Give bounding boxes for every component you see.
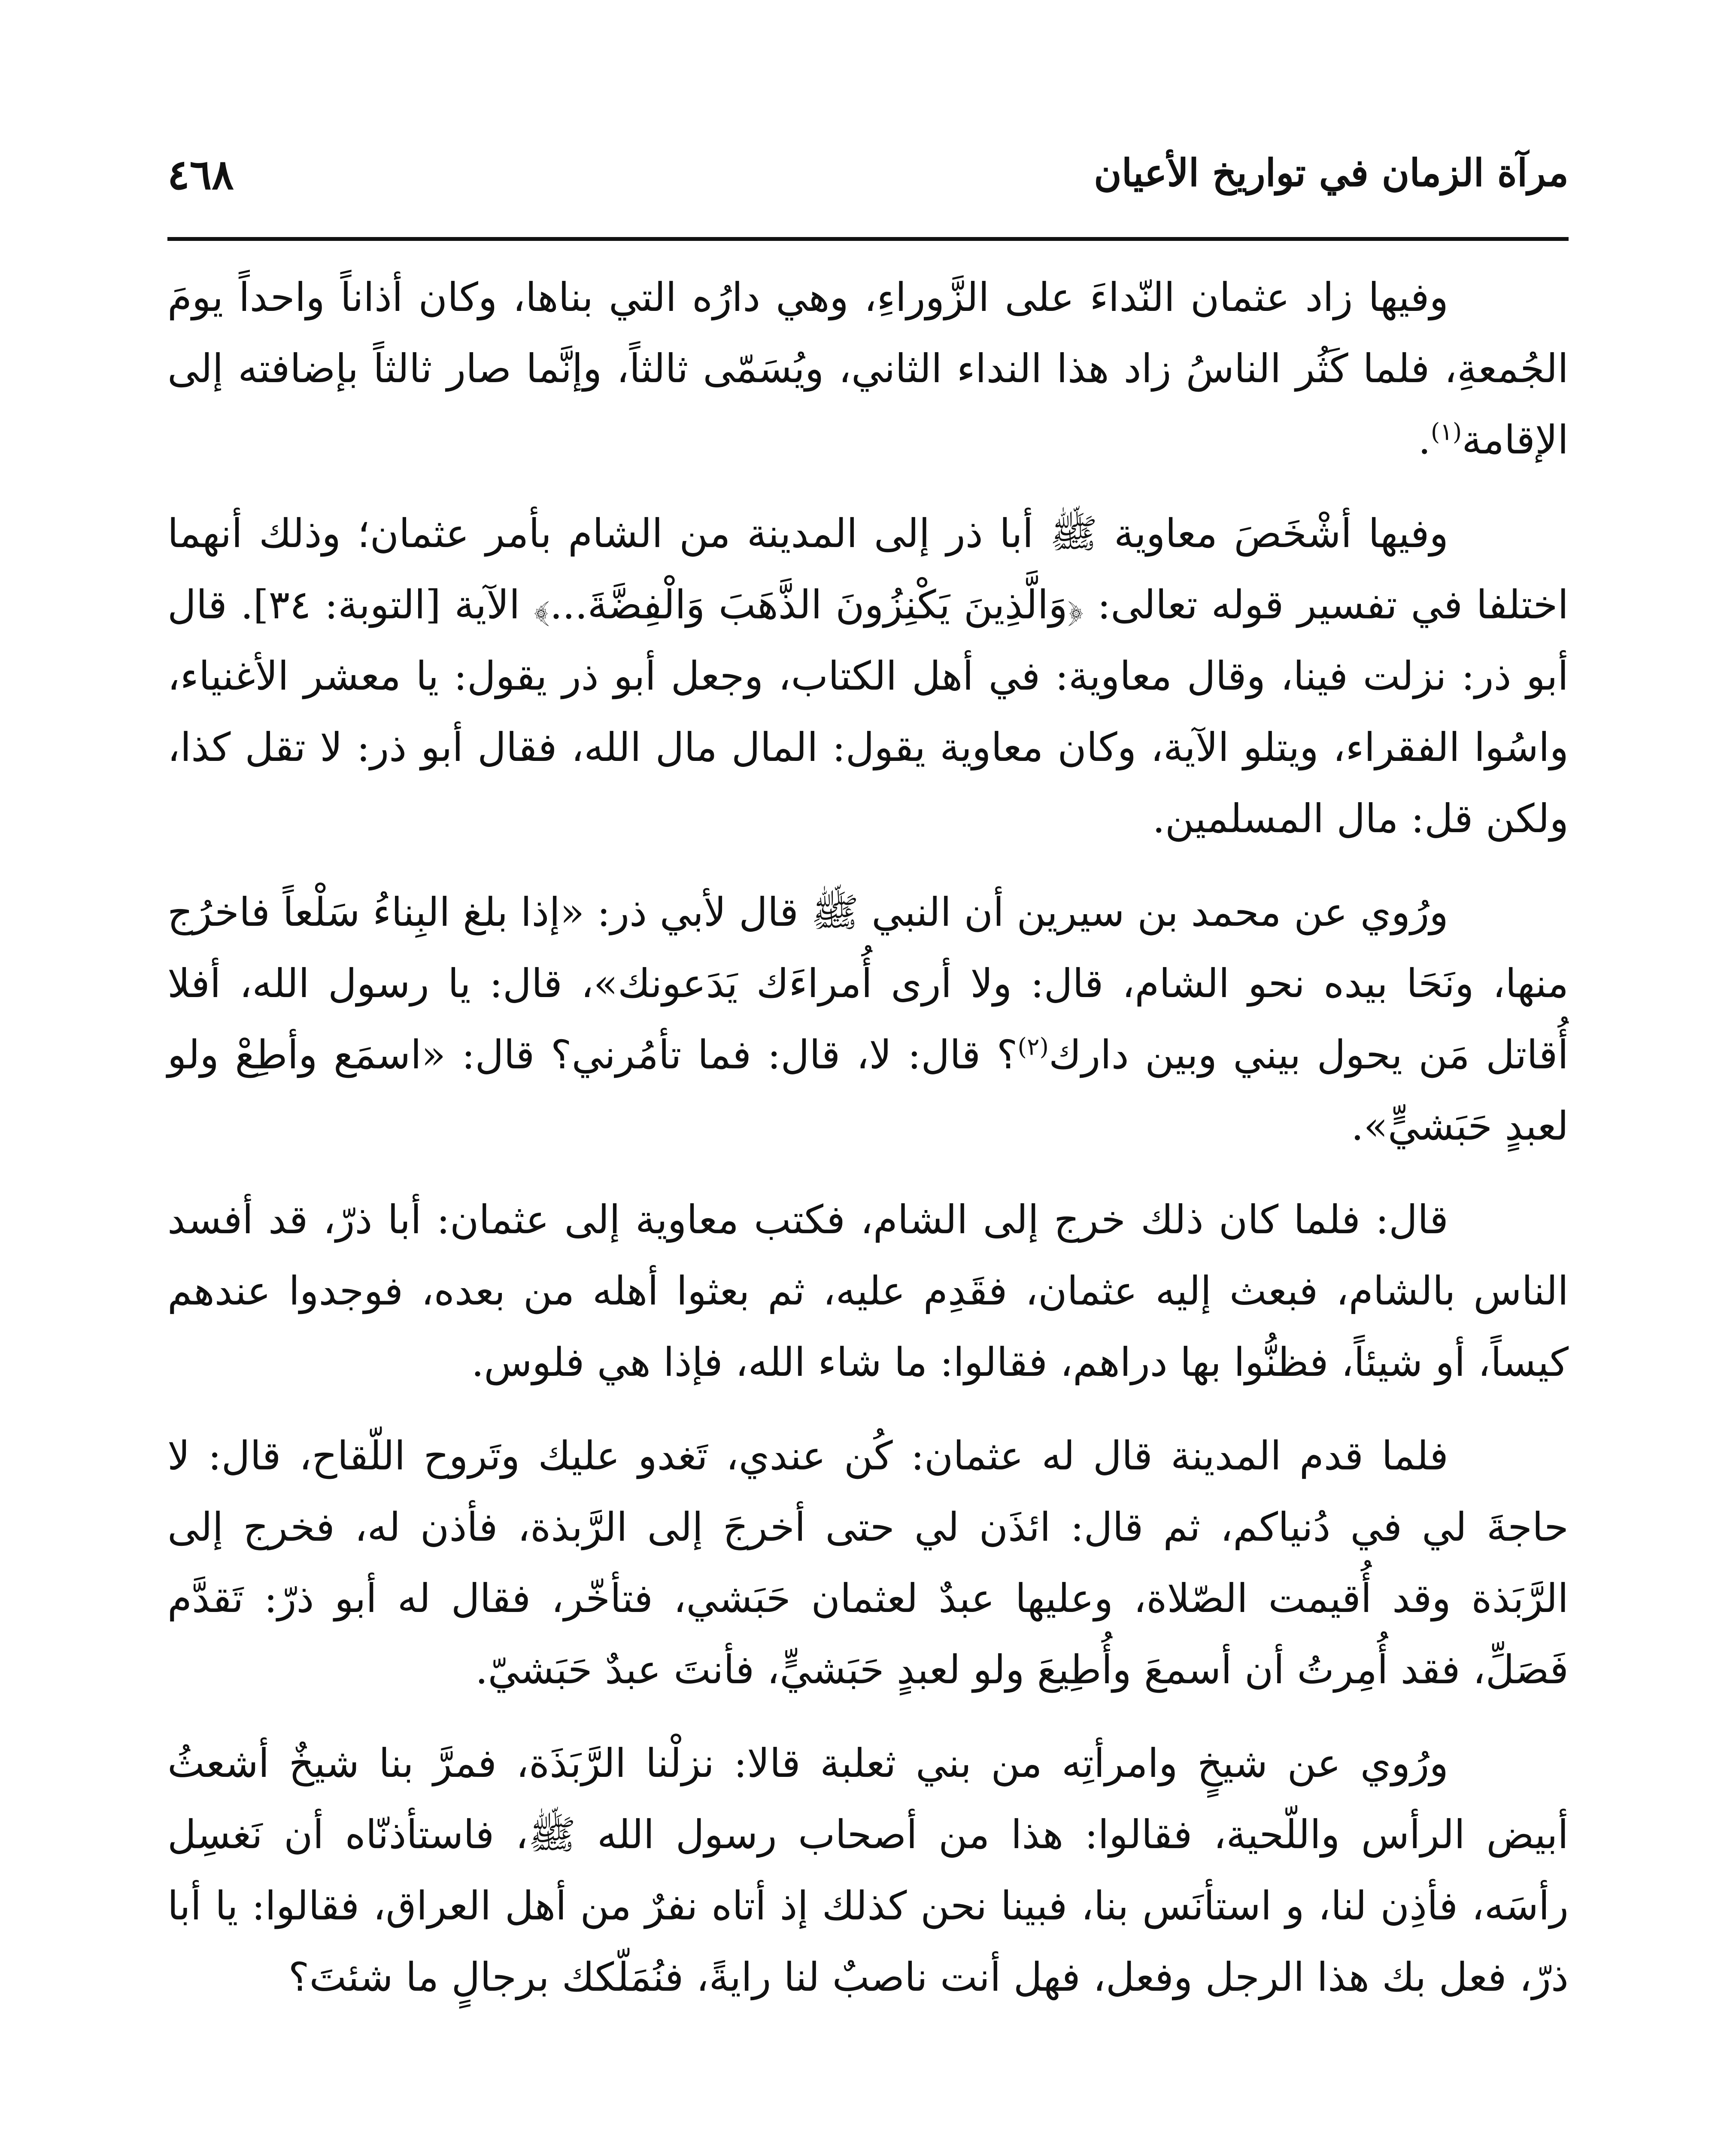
paragraph-6-text: ورُوي عن شيخٍ وامرأتِه من بني ثعلبة قالا: نزلْنا الرَّبَذَة، فمرَّ بنا شيخٌ أشعثُ أبيض الرأس واللّحية، فقالوا: هذا من أصحاب رسول الله ﷺ، فاستأذنّاه أن نَغسِل رأسَه، فأذِن لنا، و استأنَس بنا، فبينا نحن كذلك إذ أتاه نفرٌ من أهل العراق، فقالوا: يا أبا ذرّ، فعل بك هذا الرجل وفعل، فهل أنت ناصبٌ لنا رايةً، فنُمَلّكك برجالٍ ما شئتَ؟ <box>167 1740 1569 2000</box>
header-rule <box>167 237 1569 241</box>
paragraph-5-text: فلما قدم المدينة قال له عثمان: كُن عندي، تَغدو عليك وتَروح اللّقاح، قال: لا حاجةَ لي في دُنياكم، ثم قال: ائذَن لي حتى أخرجَ إلى الرَّبذة، فأذن له، فخرج إلى الرَّبَذة وقد أُقيمت الصّلاة، وعليها عبدٌ لعثمان حَبَشي، فتأخّر، فقال له أبو ذرّ: تَقدَّم فَصَلِّ، فقد أُمِرتُ أن أسمعَ وأُطِيعَ ولو لعبدٍ حَبَشيٍّ، فأنتَ عبدٌ حَبَشيّ. <box>167 1433 1569 1693</box>
page-header <box>167 125 1569 232</box>
footnote-ref-2: (٢) <box>1017 1033 1049 1061</box>
body-text <box>167 262 1569 2035</box>
paragraph-3 <box>167 877 1569 1162</box>
paragraph-4 <box>167 1184 1569 1398</box>
paragraph-2-text: وفيها أشْخَصَ معاوية ﷺ أبا ذر إلى المدينة من الشام بأمر عثمان؛ وذلك أنهما اختلفا في تفسير قوله تعالى: ﴿وَالَّذِينَ يَكْنِزُونَ الذَّهَبَ وَالْفِضَّةَ...﴾ الآية [التوبة: ٣٤]. قال أبو ذر: نزلت فينا، وقال معاوية: في أهل الكتاب، وجعل أبو ذر يقول: يا معشر الأغنياء، واسُوا الفقراء، ويتلو الآية، وكان معاوية يقول: المال مال الله، فقال أبو ذر: لا تقل كذا، ولكن قل: مال المسلمين. <box>167 511 1569 842</box>
footnote-ref-1: (١) <box>1430 418 1462 446</box>
running-title: مرآة الزمان في تواريخ الأعيان <box>1094 150 1569 195</box>
paragraph-1-text: وفيها زاد عثمان النّداءَ على الزَّوراءِ، وهي دارُه التي بناها، وكان أذاناً واحداً يومَ الجُمعةِ، فلما كَثُر الناسُ زاد هذا النداء الثاني، ويُسَمّى ثالثاً، وإنَّما صار ثالثاً بإضافته إلى الإقامة <box>167 274 1569 463</box>
paragraph-3-tail: ؟ قال: لا، قال: فما تأمُرني؟ قال: «اسمَع وأطِعْ ولو لعبدٍ حَبَشيٍّ». <box>167 1032 1569 1149</box>
paragraph-2 <box>167 498 1569 855</box>
paragraph-3-text: ورُوي عن محمد بن سيرين أن النبي ﷺ قال لأبي ذر: «إذا بلغ البِناءُ سَلْعاً فاخرُج منها، ونَحَا بيده نحو الشام، قال: ولا أرى أُمراءَك يَدَعونك»، قال: يا رسول الله، أفلا أُقاتل مَن يحول بيني وبين دارك <box>167 889 1569 1078</box>
paragraph-4-text: قال: فلما كان ذلك خرج إلى الشام، فكتب معاوية إلى عثمان: أبا ذرّ، قد أفسد الناس بالشام، فبعث إليه عثمان، فقَدِم عليه، ثم بعثوا أهله من بعده، فوجدوا عندهم كيساً، أو شيئاً، فظنُّوا بها دراهم، فقالوا: ما شاء الله، فإذا هي فلوس. <box>167 1197 1569 1385</box>
paragraph-1 <box>167 262 1569 476</box>
paragraph-6 <box>167 1728 1569 2013</box>
paragraph-5 <box>167 1420 1569 1706</box>
paragraph-1-tail: . <box>1418 417 1431 463</box>
page-number: ٤٦٨ <box>167 150 234 199</box>
